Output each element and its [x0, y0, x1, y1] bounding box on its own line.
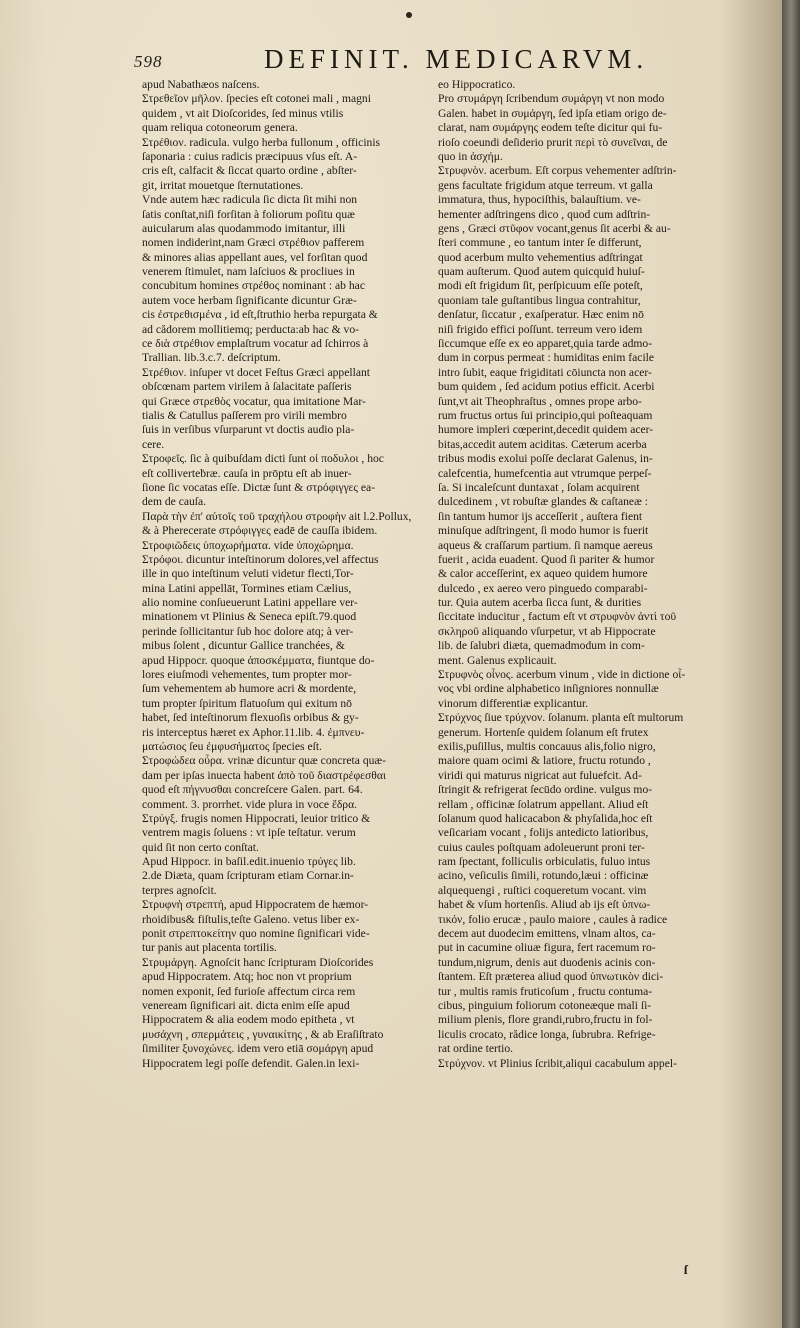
text-line: rum fructus ortus ſui principio,qui poſteaquam: [438, 408, 653, 422]
text-line: decem aut duodecim emittens, vlnam altos, ca-: [438, 927, 656, 941]
text-line: Στρεθεῖον μῆλον. ſpecies eſt cotonei mali , magni: [142, 92, 371, 106]
running-head: DEFINIT. MEDICARVM.: [264, 44, 649, 74]
text-line: bum quidem , ſed acidum potius efficit. Acerbi: [438, 380, 655, 394]
text-line: rioſo coeundi deſiderio prurit περὶ τὸ συνεῖναι, de: [438, 135, 668, 149]
text-line: ſa. Si incaleſcunt duntaxat , ſolam acquirent: [438, 480, 640, 494]
text-line: humore impleri cœperint,decedit quidem acer-: [438, 423, 654, 437]
text-line: quoniam tale guſtantibus lingua contrahitur,: [438, 293, 641, 307]
text-line: ſimiliter ξυνοχώνες. idem vero etiā σομάργη apud: [142, 1042, 374, 1056]
text-line: quidem , vt ait Dioſcorides, ſed minus vtilis: [142, 106, 344, 120]
text-line: venerem ſtimulet, nam laſciuos & procliues in: [142, 265, 355, 279]
text-line: ſione ſic vocatas eſſe. Dictæ ſunt & στρόφιγγες ea-: [142, 480, 376, 494]
text-line: Στρέθιον. inſuper vt docet Feſtus Græci appellant: [142, 365, 370, 379]
text-line: Παρὰ τὴν ἐπ' αὐτοῖς τοῦ τραχήλου στροφὴν ait l.2.Pollux,: [142, 509, 412, 523]
text-line: fuerit , acida euadent. Quod ſi pariter & humor: [438, 552, 655, 566]
text-line: nomen exponit, ſed furioſe affectum circa rem: [142, 984, 356, 998]
page-number: 598: [134, 52, 163, 71]
text-line: ſiccumque eſſe ex eo apparet,quia tarde admo-: [438, 337, 653, 351]
text-line: ille in quo inteſtinum veluti videtur flecti,Tor-: [142, 567, 354, 581]
text-line: Στρυφνὴ στρεπτή, apud Hippocratem de hæmor-: [142, 898, 369, 912]
text-line: lib. de ſalubri diæta, quemadmodum in com-: [438, 639, 645, 653]
text-line: habet, ſed inteſtinorum flexuoſis orbibus & gy-: [142, 711, 359, 725]
text-line: put in cacumine oliuæ figura, fert racemum ro-: [438, 941, 656, 955]
text-line: cuius caules poſtquam adoleuerunt proni ter-: [438, 840, 645, 854]
text-line: ſteri commune , eo tantum inter ſe differunt,: [438, 236, 642, 250]
ink-speck: [406, 12, 412, 18]
text-line: tribus modis exolui poſſe declarat Galenus, in-: [438, 452, 653, 466]
text-line: Hippocratem & alia eodem modo epitheta , vt: [142, 1013, 355, 1027]
text-line: quod acerbum multo vehementius adſtringat: [438, 250, 643, 264]
text-line: dulcedinem , vt robuſtæ glandes & caſtaneæ :: [438, 495, 648, 509]
text-line: quam reliqua cotoneorum genera.: [142, 121, 298, 135]
text-line: & calor acceſſerint, ex aqueo quidem humore: [438, 567, 648, 581]
text-line: quo in ἀσχήμ.: [438, 149, 503, 163]
text-line: ponit στρεπτοκείτην quo nomine ſignificari vide-: [142, 927, 370, 941]
text-line: alquequengi , ruſtici coqueretum vocant. vim: [438, 883, 647, 897]
text-line: aqueus & craſſarum partium. ſi namque aereus: [438, 538, 653, 552]
text-line: eo Hippocratico.: [438, 78, 516, 91]
text-line: immatura, thus, hypociſthis, balauſtium. ve-: [438, 193, 641, 207]
text-line: ſolanum quod halicacabon & phyſalida,hoc eſt: [438, 811, 653, 825]
text-line: obſcœnam partem virilem à ſalacitate paſſeris: [142, 380, 352, 394]
text-line: perinde ſollicitantur ſub hoc dolore atq; à ver-: [142, 624, 354, 638]
page-header: [124, 42, 764, 76]
text-line: ſunt,vt ait Theophraſtus , omnes prope arbo-: [438, 394, 642, 408]
text-line: viridi qui maturus nigricat aut fuluefcit. Ad-: [438, 768, 642, 782]
text-line: τικόν, folio erucæ , paulo maiore , caules à radice: [438, 912, 668, 926]
text-line: cis ἐστρεθισμένα , id eſt,ſtruthio herba repurgata &: [142, 308, 378, 322]
text-line: tur panis aut placenta tortilis.: [142, 941, 277, 955]
text-line: tum propter ſpiritum flatuoſum qui exitum nō: [142, 696, 352, 710]
catchword: ſ: [684, 1262, 688, 1277]
text-line: rat ordine tertio.: [438, 1042, 514, 1056]
text-line: terpres agnoſcit.: [142, 883, 217, 897]
text-line: cere.: [142, 437, 165, 451]
text-line: concubitum homines στρέθος nominant : ab hac: [142, 279, 365, 293]
text-line: Στροφεῖς. ſic à quibuſdam dicti ſunt οἱ ποδυλοι , hoc: [142, 452, 384, 466]
text-line: exilis,puſillus, multis concauus alis,folio nigro,: [438, 739, 656, 753]
text-line: clarat, nam συμάργης eodem teſte dicitur qui fu-: [438, 121, 663, 135]
text-line: ram ſpectant, folliculis orbiculatis, fuluo intus: [438, 855, 651, 869]
text-line: veſicariam vocant , folijs antedicto latioribus,: [438, 826, 649, 840]
text-line: vinorum differentiæ explicantur.: [438, 696, 589, 710]
text-line: habet & vſum hortenſis. Aliud ab ijs eſt ὑπνω-: [438, 898, 651, 912]
text-line: 2.de Diæta, quam ſcripturam etiam Cornar.in-: [142, 869, 354, 883]
text-line: ment. Galenus explicauit.: [438, 653, 557, 667]
text-line: Apud Hippocr. in baſil.edit.inuenio τρύγες lib.: [142, 855, 356, 869]
text-line: modi eſt frigidum ſit, perſpicuum eſſe poteſt,: [438, 279, 643, 293]
text-line: dem de cauſa.: [142, 495, 207, 509]
text-line: ſuis in verſibus vſurparunt vt doctis audio pla-: [142, 423, 355, 437]
text-line: quod eſt πήγνυσθαι concreſcere Galen. part. 64.: [142, 783, 363, 797]
text-line: ce διὰ στρέθιον emplaſtrum vocatur ad ſchirros à: [142, 337, 369, 351]
text-line: dulcedo , ex aereo vero pinguedo comparabi-: [438, 581, 648, 595]
text-line: apud Hippocr. quoque ἀποσκέμματα, fiuntque do-: [142, 653, 375, 667]
text-line: alio nomine conſueuerunt Latini appellare ver-: [142, 596, 358, 610]
text-line: git, irritat mouetque ſternutationes.: [142, 178, 304, 192]
text-line: qui Græce στρεθὸς vocatur, qua imitatione Mar-: [142, 394, 366, 408]
text-line: νος vbi ordine alphabetico inſigniores nonnullæ: [438, 682, 659, 696]
text-line: cibus, pinguium foliorum cotoneæque mali ſi-: [438, 999, 652, 1012]
text-line: ματώσιος ſeu ἐμφυσήματος ſpecies eſt.: [142, 739, 322, 753]
text-line: Στρύχνον. vt Plinius ſcribit,aliqui cacabulum appel-: [438, 1056, 677, 1070]
text-line: ſaponaria : cuius radicis præcipuus vſus eſt. A-: [142, 149, 358, 163]
text-line: Στρυφνὸν. acerbum. Eſt corpus vehementer adſtrin-: [438, 164, 677, 178]
text-line: Hippocratem legi poſſe defendit. Galen.in lexi-: [142, 1056, 360, 1070]
text-line: ſtringit & refrigerat ſecūdo ordine. vulgus mo-: [438, 783, 653, 797]
text-line: rellam , officinæ ſolatrum appellant. Aliud eſt: [438, 797, 649, 811]
text-line: dam per ipſas inuecta habent ἀπὸ τοῦ διαστρέφεσθαι: [142, 768, 387, 782]
text-line: & minores alias appellant aues, vel forſitan quod: [142, 250, 368, 264]
text-line: tur , multis ramis fruticoſum , fructu contuma-: [438, 984, 653, 998]
text-line: tundum,nigrum, denis aut duodenis acinis con-: [438, 955, 656, 969]
text-line: ſiccitate inducitur , factum eſt vt στρυφνὸν ἀντὶ τοῦ: [438, 610, 677, 624]
text-line: & à Pherecerate στρόφιγγες eadē de cauſſa ibidem.: [142, 524, 378, 538]
text-line: minationem vt Plinius & Seneca epiſt.79.quod: [142, 610, 357, 624]
text-line: acino, veſiculis ſimili, rotundo,læui : officinæ: [438, 869, 649, 883]
text-line: eſt colliverteḃræ. cauſa in prōptu eſt ab inuer-: [142, 466, 352, 480]
text-line: generum. Hortenſe quidem ſolanum eſt frutex: [438, 725, 649, 739]
text-line: ad cădorem mollitiemq; perducta:ab hac & vo-: [142, 322, 359, 336]
text-line: dum in corpus permeat : humiditas enim facile: [438, 351, 655, 365]
text-line: tur. Quia autem acerba ſicca ſunt, & durities: [438, 596, 642, 610]
text-line: lores eiuſmodi vehementes, tum propter mor-: [142, 668, 352, 682]
text-line: rhoidibus& fiſtulis,teſte Galeno. vetus liber ex-: [142, 912, 360, 926]
text-line: nomen indiderint,nam Græci στρέθιον pafferem: [142, 236, 365, 250]
text-line: apud Nabathæos naſcens.: [142, 78, 260, 91]
text-line: σκληροῦ aliquando vſurpetur, vt ab Hippocrate: [438, 624, 656, 638]
text-line: liculis crocato, rădice longa, ſubrubra. Refrige-: [438, 1027, 656, 1041]
text-line: Pro στυμάργη ſcribendum συμάργη vt non modo: [438, 92, 665, 106]
text-line: quid ſit non certo conſtat.: [142, 840, 259, 854]
text-line: Vnde autem hæc radicula ſic dicta ſit mihi non: [142, 193, 358, 207]
text-line: ris interceptus hæret ex Aphor.11.lib. 4. ἐμπνευ-: [142, 725, 365, 739]
text-line: milium plenis, flore grandi,rubro,fructu in fol-: [438, 1013, 653, 1027]
left-column: [142, 78, 416, 1071]
text-line: tialis & Catullus paſſerem pro virili membro: [142, 408, 347, 422]
text-line: maiore quam ocimi & latiore, fructu rotundo ,: [438, 754, 651, 768]
text-line: Galen. habet in συμάργη, ſed ipſa etiam origo de-: [438, 106, 667, 120]
text-line: intro ſubit, eaque frigiditati cōiuncta non acer-: [438, 365, 652, 379]
text-line: minuſque adſtringent, ſi modo humor is fuerit: [438, 524, 649, 538]
text-line: μυσάχνη , σπερμάτεις , γυναικίτης , & ab Eraſiſtrato: [142, 1027, 384, 1041]
text-line: Trallian. lib.3.c.7. deſcriptum.: [142, 351, 281, 365]
right-column: [438, 78, 730, 1071]
text-line: ſatis conſtat,niſi forſitan à foliorum poſitu quæ: [142, 207, 355, 221]
text-line: denſatur, ſiccatur , exaſperatur. Hæc enim nō: [438, 308, 644, 322]
text-line: ſtantem. Eſt præterea aliud quod ὑπνωτικὸν dici-: [438, 970, 664, 984]
adjacent-page-edge: [782, 0, 800, 1328]
text-line: veneream ſignificari ait. dicta enim eſſe apud: [142, 999, 350, 1012]
text-line: niſi frigido effici poſſunt. terreum vero idem: [438, 322, 643, 336]
text-line: auicularum alas quodammodo imitantur, illi: [142, 221, 346, 235]
text-line: cris eſt, calfacit & ſiccat quarto ordine , abſter-: [142, 164, 357, 178]
text-line: apud Hippocratem. Atq; hoc non vt proprium: [142, 970, 352, 984]
text-line: Στροφιῶδεις ὑποχωρήματα. vide ὑποχώρημα.: [142, 538, 354, 552]
text-line: Στρύχνος ſiue τρύχνον. ſolanum. planta eſt multorum: [438, 711, 684, 725]
text-line: Στρέθιον. radicula. vulgo herba fullonum , officinis: [142, 135, 381, 149]
text-line: bitas,accedit autem aciditas. Cæterum acerba: [438, 437, 647, 451]
text-line: gens , Græci στῦφον vocant,genus ſit acerbi & au-: [438, 221, 671, 235]
text-line: ventrem magis ſoluens : vt ipſe teſtatur. verum: [142, 826, 356, 840]
text-line: Στροφώδεα οὖρα. vrinæ dicuntur quæ concreta quæ-: [142, 754, 387, 768]
text-line: quam auſterum. Quod autem quicquid huiuſ-: [438, 265, 645, 279]
text-line: comment. 3. prorrhet. vide plura in voce ἕδρα.: [142, 797, 358, 811]
text-line: Στρόφοι. dicuntur inteſtinorum dolores,vel affectus: [142, 552, 379, 566]
text-line: autem voce herbam ſignificante dicuntur Græ-: [142, 293, 357, 307]
text-line: Στρύγξ. frugis nomen Hippocrati, leuior tritico &: [142, 811, 371, 825]
text-line: ſin tantum humor ijs acceſſerit , auſtera fient: [438, 509, 643, 523]
text-line: mibus ſolent , dicuntur Gallice tranchées, &: [142, 639, 345, 653]
text-line: Στρυμάργη. Agnoſcit hanc ſcripturam Dioſcorides: [142, 955, 374, 969]
text-line: calefcentia, humefcentia aut vtrumque perpeſ-: [438, 466, 652, 480]
text-line: mina Latini appellāt, Tormines etiam Cælius,: [142, 581, 352, 595]
text-line: gens facultate frigidum atque terreum. vt galla: [438, 178, 653, 192]
text-line: ſum vehementem ab humore acri & mordente,: [142, 682, 357, 696]
text-line: Στρυφνὸς οἶνος. acerbum vinum , vide in dictione οἶ-: [438, 668, 686, 682]
text-line: hementer adſtringens dico , quod cum adſtrin-: [438, 207, 651, 221]
